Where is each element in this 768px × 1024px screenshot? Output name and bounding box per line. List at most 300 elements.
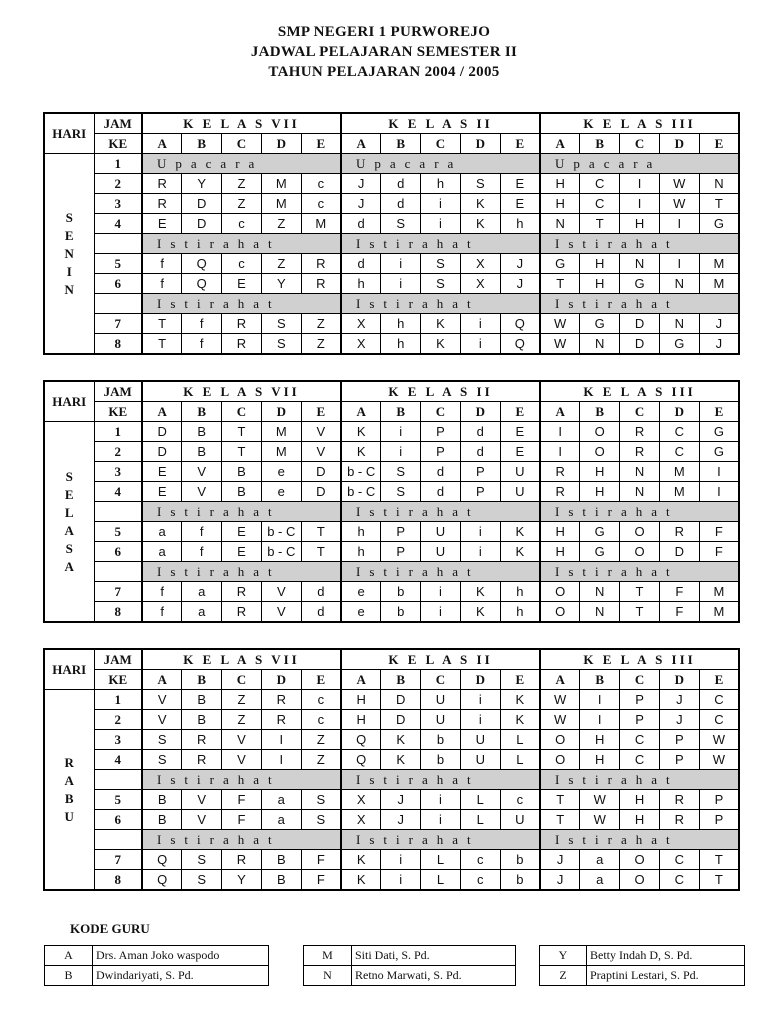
teacher-code-cell: i [460, 690, 500, 710]
teacher-code-cell: S [182, 870, 222, 891]
teacher-code-cell: D [182, 214, 222, 234]
jam-number: 7 [94, 582, 142, 602]
schedule-table [43, 112, 740, 355]
section-header: E [500, 670, 540, 690]
teacher-code-cell: b [421, 730, 461, 750]
teacher-code: Z [540, 966, 587, 986]
section-header: B [182, 402, 222, 422]
teacher-code-cell: R [659, 790, 699, 810]
section-header: D [659, 134, 699, 154]
jam-number [94, 234, 142, 254]
teacher-code-cell: W [540, 710, 580, 730]
teacher-code-cell: D [659, 542, 699, 562]
period-label: Upacara [142, 154, 341, 174]
header-row [44, 113, 739, 134]
section-header: E [500, 134, 540, 154]
teacher-code-cell: F [222, 790, 262, 810]
period-label: Istirahat [341, 502, 540, 522]
teacher-code-cell: M [301, 214, 341, 234]
teacher-code-cell: D [381, 690, 421, 710]
teacher-code-cell: J [540, 870, 580, 891]
teacher-code-cell: P [460, 462, 500, 482]
teacher-code-cell: O [620, 542, 660, 562]
teacher-code-cell: G [580, 522, 620, 542]
teacher-code-cell: V [142, 710, 182, 730]
teacher-code-cell: K [460, 214, 500, 234]
teacher-code-cell: h [341, 542, 381, 562]
teacher-code-cell: i [421, 790, 461, 810]
period-label: Istirahat [142, 562, 341, 582]
period-label: Istirahat [142, 770, 341, 790]
teacher-code-cell: X [341, 314, 381, 334]
teacher-code-cell: f [142, 274, 182, 294]
hari-header: HARI [44, 649, 94, 690]
teacher-code-cell: P [421, 442, 461, 462]
teacher-code-cell: f [182, 542, 222, 562]
section-header: C [620, 402, 660, 422]
class-header: K E L A S VII [142, 381, 341, 402]
kode-guru-row [304, 966, 516, 986]
teacher-code-cell: Z [222, 690, 262, 710]
teacher-code-cell: F [659, 602, 699, 623]
kode-guru-row [540, 966, 745, 986]
subheader-row [44, 402, 739, 422]
table-row [44, 314, 739, 334]
teacher-code-cell: L [500, 730, 540, 750]
table-row [44, 810, 739, 830]
period-label: Istirahat [540, 234, 739, 254]
jam-number [94, 562, 142, 582]
teacher-code-cell: a [580, 870, 620, 891]
teacher-code-cell: T [301, 522, 341, 542]
teacher-code-cell: a [261, 810, 301, 830]
teacher-code-cell: I [699, 482, 739, 502]
jam-number: 6 [94, 274, 142, 294]
section-header: E [301, 402, 341, 422]
teacher-code-cell: R [261, 690, 301, 710]
teacher-code-cell: V [182, 482, 222, 502]
teacher-code-cell: Y [222, 870, 262, 891]
teacher-code-cell: e [261, 462, 301, 482]
teacher-code-cell: h [381, 334, 421, 355]
kode-guru-table [303, 945, 516, 986]
teacher-code-cell: R [659, 522, 699, 542]
teacher-code-cell: L [421, 870, 461, 891]
teacher-code-cell: C [620, 750, 660, 770]
teacher-code-cell: M [659, 462, 699, 482]
schedule-table [43, 380, 740, 623]
teacher-code-cell: X [341, 334, 381, 355]
ke-header: KE [94, 134, 142, 154]
kode-guru-row [540, 946, 745, 966]
table-row [44, 850, 739, 870]
teacher-code-cell: J [500, 274, 540, 294]
teacher-code-cell: V [301, 422, 341, 442]
class-header: K E L A S II [341, 649, 540, 670]
teacher-code-cell: O [620, 522, 660, 542]
table-row [44, 522, 739, 542]
section-header: D [261, 134, 301, 154]
teacher-code-cell: Z [222, 710, 262, 730]
period-label: Istirahat [540, 502, 739, 522]
teacher-code-cell: I [580, 690, 620, 710]
teacher-code-cell: K [381, 750, 421, 770]
teacher-code-cell: f [182, 314, 222, 334]
teacher-code-cell: H [620, 214, 660, 234]
teacher-code-cell: T [540, 810, 580, 830]
jam-number: 6 [94, 810, 142, 830]
teacher-code-cell: i [381, 850, 421, 870]
teacher-code-cell: M [261, 442, 301, 462]
teacher-code-cell: f [182, 522, 222, 542]
teacher-code-cell: G [699, 422, 739, 442]
section-header: A [341, 134, 381, 154]
teacher-code-cell: T [580, 214, 620, 234]
teacher-code-cell: H [580, 254, 620, 274]
teacher-code-cell: i [381, 442, 421, 462]
teacher-code-cell: X [341, 790, 381, 810]
table-row [44, 830, 739, 850]
teacher-code-cell: P [421, 422, 461, 442]
teacher-code-cell: R [222, 582, 262, 602]
teacher-code-cell: V [261, 582, 301, 602]
teacher-code-cell: Z [301, 750, 341, 770]
teacher-code-cell: h [341, 522, 381, 542]
teacher-code-cell: S [421, 254, 461, 274]
teacher-code-cell: B [182, 710, 222, 730]
hari-header: HARI [44, 113, 94, 154]
teacher-code-cell: H [580, 730, 620, 750]
section-header: D [460, 670, 500, 690]
jam-number: 2 [94, 174, 142, 194]
teacher-code-cell: B [222, 462, 262, 482]
teacher-code-cell: i [460, 710, 500, 730]
jam-number: 7 [94, 314, 142, 334]
teacher-code-cell: Q [500, 314, 540, 334]
teacher-code-cell: X [460, 254, 500, 274]
teacher-code-cell: i [460, 314, 500, 334]
teacher-code-cell: b [381, 582, 421, 602]
teacher-code-cell: P [381, 542, 421, 562]
teacher-code-cell: T [142, 314, 182, 334]
jam-number: 8 [94, 870, 142, 891]
teacher-code-cell: I [620, 194, 660, 214]
kode-guru-row [45, 946, 269, 966]
teacher-code-cell: O [580, 422, 620, 442]
teacher-code-cell: N [540, 214, 580, 234]
teacher-code-cell: K [500, 710, 540, 730]
teacher-code-cell: B [182, 690, 222, 710]
section-header: C [421, 670, 461, 690]
teacher-code-cell: D [182, 194, 222, 214]
teacher-code-cell: c [301, 710, 341, 730]
teacher-code-cell: U [421, 710, 461, 730]
teacher-code-cell: S [381, 482, 421, 502]
teacher-code-cell: Z [261, 214, 301, 234]
period-label: Upacara [540, 154, 739, 174]
teacher-code-cell: b [500, 870, 540, 891]
teacher-code-cell: M [261, 174, 301, 194]
teacher-code-cell: W [580, 810, 620, 830]
teacher-code-cell: H [540, 174, 580, 194]
teacher-code-cell: V [182, 790, 222, 810]
teacher-code: B [45, 966, 93, 986]
teacher-code-cell: V [182, 810, 222, 830]
period-label: Istirahat [540, 562, 739, 582]
teacher-code-cell: E [142, 214, 182, 234]
jam-header: JAM [94, 649, 142, 670]
table-row [44, 462, 739, 482]
teacher-code-cell: d [341, 214, 381, 234]
teacher-code-cell: U [421, 522, 461, 542]
period-label: Istirahat [341, 562, 540, 582]
teacher-code-cell: E [500, 442, 540, 462]
teacher-code-cell: I [540, 422, 580, 442]
teacher-code-cell: U [421, 542, 461, 562]
teacher-code-cell: W [540, 314, 580, 334]
class-header: K E L A S III [540, 113, 739, 134]
teacher-code-cell: Q [341, 750, 381, 770]
teacher-code-cell: U [500, 482, 540, 502]
ke-header: KE [94, 402, 142, 422]
teacher-code-cell: d [381, 194, 421, 214]
teacher-code-cell: X [341, 810, 381, 830]
teacher-code-cell: M [699, 274, 739, 294]
table-row [44, 254, 739, 274]
section-header: B [182, 670, 222, 690]
teacher-code-cell: K [500, 542, 540, 562]
teacher-code-cell: I [699, 462, 739, 482]
teacher-code-cell: M [699, 582, 739, 602]
teacher-code-cell: d [381, 174, 421, 194]
teacher-code-cell: a [580, 850, 620, 870]
teacher-code-cell: F [301, 850, 341, 870]
teacher-code-cell: N [580, 334, 620, 355]
section-header: B [381, 402, 421, 422]
teacher-code-cell: G [540, 254, 580, 274]
section-header: E [699, 670, 739, 690]
teacher-name: Betty Indah D, S. Pd. [587, 946, 745, 966]
teacher-code-cell: K [381, 730, 421, 750]
teacher-code-cell: H [540, 522, 580, 542]
teacher-code-cell: O [620, 870, 660, 891]
period-label: Istirahat [341, 830, 540, 850]
teacher-code-cell: Q [142, 870, 182, 891]
day-name: S E L A S A [44, 422, 94, 623]
jam-number: 5 [94, 790, 142, 810]
teacher-code-cell: P [460, 482, 500, 502]
jam-number: 2 [94, 442, 142, 462]
teacher-code-cell: i [421, 602, 461, 623]
teacher-code-cell: i [381, 870, 421, 891]
section-header: B [381, 134, 421, 154]
teacher-code-cell: E [222, 274, 262, 294]
teacher-code-cell: c [500, 790, 540, 810]
section-header: A [540, 670, 580, 690]
teacher-code-cell: K [421, 334, 461, 355]
teacher-code-cell: R [222, 334, 262, 355]
class-header: K E L A S VII [142, 113, 341, 134]
teacher-code-cell: W [659, 194, 699, 214]
teacher-code-cell: S [142, 750, 182, 770]
teacher-code-cell: e [341, 602, 381, 623]
teacher-code-cell: I [261, 750, 301, 770]
teacher-code-cell: L [460, 790, 500, 810]
jam-header: JAM [94, 113, 142, 134]
jam-number: 6 [94, 542, 142, 562]
table-row [44, 582, 739, 602]
teacher-code-cell: G [620, 274, 660, 294]
teacher-code-cell: I [659, 214, 699, 234]
subheader-row [44, 134, 739, 154]
teacher-code-cell: H [580, 750, 620, 770]
header-row [44, 381, 739, 402]
teacher-code-cell: S [381, 462, 421, 482]
section-header: A [341, 402, 381, 422]
teacher-code-cell: J [699, 334, 739, 355]
teacher-code-cell: d [301, 582, 341, 602]
teacher-code-cell: J [659, 690, 699, 710]
kode-guru-table [539, 945, 745, 986]
teacher-code-cell: b - C [261, 542, 301, 562]
teacher-code-cell: c [222, 214, 262, 234]
section-header: D [659, 402, 699, 422]
section-header: D [659, 670, 699, 690]
kode-guru-row [304, 946, 516, 966]
teacher-code-cell: I [580, 710, 620, 730]
teacher-code: Y [540, 946, 587, 966]
teacher-code-cell: T [699, 850, 739, 870]
header-row [44, 649, 739, 670]
day-name: S E N I N [44, 154, 94, 355]
teacher-code-cell: Z [301, 730, 341, 750]
teacher-code-cell: U [460, 750, 500, 770]
teacher-code-cell: G [699, 214, 739, 234]
table-row [44, 442, 739, 462]
section-header: E [301, 670, 341, 690]
teacher-code-cell: O [540, 582, 580, 602]
teacher-code-cell: D [142, 442, 182, 462]
teacher-code-cell: R [222, 850, 262, 870]
table-row [44, 750, 739, 770]
schedule-table [43, 648, 740, 891]
section-header: B [580, 134, 620, 154]
academic-year: TAHUN PELAJARAN 2004 / 2005 [268, 64, 500, 80]
teacher-code-cell: b - C [261, 522, 301, 542]
section-header: E [699, 402, 739, 422]
teacher-code-cell: Z [261, 254, 301, 274]
teacher-code-cell: I [261, 730, 301, 750]
teacher-code-cell: H [540, 194, 580, 214]
table-row [44, 234, 739, 254]
teacher-code-cell: C [659, 850, 699, 870]
teacher-code-cell: H [580, 482, 620, 502]
teacher-code-cell: c [301, 194, 341, 214]
teacher-code-cell: J [659, 710, 699, 730]
teacher-code-cell: i [460, 542, 500, 562]
teacher-code-cell: B [261, 870, 301, 891]
teacher-name: Praptini Lestari, S. Pd. [587, 966, 745, 986]
jam-number: 3 [94, 194, 142, 214]
teacher-code-cell: G [580, 314, 620, 334]
teacher-code-cell: R [142, 174, 182, 194]
jam-number: 8 [94, 334, 142, 355]
teacher-code-cell: E [500, 194, 540, 214]
teacher-code-cell: E [500, 174, 540, 194]
day-name: R A B U [44, 690, 94, 891]
teacher-code-cell: H [620, 810, 660, 830]
teacher-code-cell: K [460, 194, 500, 214]
ke-header: KE [94, 670, 142, 690]
teacher-code-cell: J [699, 314, 739, 334]
section-header: A [142, 402, 182, 422]
period-label: Istirahat [341, 770, 540, 790]
teacher-code-cell: f [142, 602, 182, 623]
teacher-code-cell: N [620, 462, 660, 482]
teacher-code-cell: R [301, 274, 341, 294]
teacher-code-cell: B [182, 442, 222, 462]
section-header: C [222, 670, 262, 690]
teacher-code-cell: K [460, 582, 500, 602]
jam-number: 4 [94, 750, 142, 770]
teacher-code-cell: B [182, 422, 222, 442]
teacher-code-cell: D [301, 462, 341, 482]
jam-number: 1 [94, 690, 142, 710]
teacher-code-cell: M [261, 422, 301, 442]
teacher-code-cell: R [301, 254, 341, 274]
teacher-code-cell: U [500, 462, 540, 482]
table-row [44, 542, 739, 562]
teacher-code-cell: J [381, 790, 421, 810]
teacher-code-cell: O [620, 850, 660, 870]
teacher-code-cell: N [620, 482, 660, 502]
teacher-code-cell: T [301, 542, 341, 562]
teacher-code-cell: a [261, 790, 301, 810]
section-header: B [580, 402, 620, 422]
table-row [44, 194, 739, 214]
section-header: D [261, 402, 301, 422]
jam-number: 5 [94, 254, 142, 274]
teacher-code-cell: V [222, 730, 262, 750]
teacher-code: M [304, 946, 352, 966]
teacher-code-cell: I [659, 254, 699, 274]
teacher-code-cell: R [261, 710, 301, 730]
teacher-code: N [304, 966, 352, 986]
kode-guru-table [44, 945, 269, 986]
teacher-code-cell: B [142, 790, 182, 810]
teacher-code-cell: E [142, 462, 182, 482]
teacher-code-cell: Q [500, 334, 540, 355]
teacher-code-cell: D [381, 710, 421, 730]
teacher-code-cell: G [659, 334, 699, 355]
teacher-code-cell: i [421, 582, 461, 602]
teacher-code-cell: H [580, 462, 620, 482]
teacher-code-cell: S [261, 334, 301, 355]
teacher-code-cell: X [460, 274, 500, 294]
teacher-code-cell: S [261, 314, 301, 334]
teacher-code-cell: J [540, 850, 580, 870]
teacher-code: A [45, 946, 93, 966]
teacher-code-cell: U [500, 810, 540, 830]
teacher-code-cell: d [421, 462, 461, 482]
teacher-code-cell: T [620, 582, 660, 602]
jam-number: 7 [94, 850, 142, 870]
jam-number: 8 [94, 602, 142, 623]
table-row [44, 770, 739, 790]
teacher-code-cell: Z [222, 194, 262, 214]
class-header: K E L A S VII [142, 649, 341, 670]
teacher-code-cell: T [620, 602, 660, 623]
